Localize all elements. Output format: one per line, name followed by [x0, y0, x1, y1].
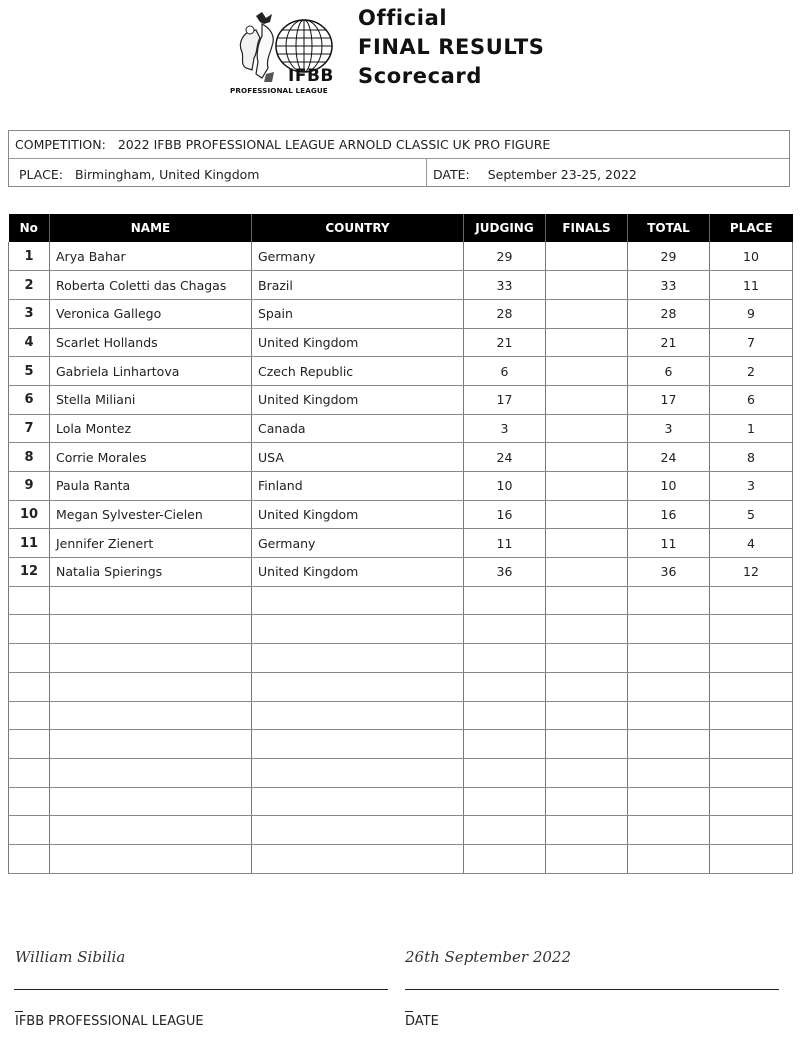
- cell-country: United Kingdom: [252, 558, 464, 587]
- cell-no: 10: [9, 500, 50, 529]
- cell-finals: [546, 443, 628, 472]
- cell-country: [252, 672, 464, 701]
- cell-finals: [546, 844, 628, 873]
- cell-name: Corrie Morales: [50, 443, 252, 472]
- cell-no: [9, 615, 50, 644]
- cell-place: 1: [710, 414, 793, 443]
- cell-finals: [546, 385, 628, 414]
- column-header-finals: FINALS: [546, 214, 628, 242]
- cell-no: [9, 672, 50, 701]
- date-signature-label: DATE: [405, 1014, 439, 1029]
- cell-judging: 24: [464, 443, 546, 472]
- cell-total: 24: [628, 443, 710, 472]
- cell-total: 11: [628, 529, 710, 558]
- cell-name: [50, 672, 252, 701]
- date-dash: [405, 1011, 413, 1012]
- competition-info-box: [8, 130, 790, 187]
- cell-name: [50, 644, 252, 673]
- cell-judging: 28: [464, 299, 546, 328]
- cell-total: [628, 586, 710, 615]
- cell-place: 7: [710, 328, 793, 357]
- cell-no: [9, 730, 50, 759]
- cell-total: [628, 701, 710, 730]
- cell-finals: [546, 558, 628, 587]
- cell-no: 4: [9, 328, 50, 357]
- cell-no: 5: [9, 357, 50, 386]
- cell-no: [9, 816, 50, 845]
- table-row: [9, 414, 793, 443]
- cell-name: Jennifer Zienert: [50, 529, 252, 558]
- title-line-1: Official: [358, 6, 448, 30]
- cell-finals: [546, 644, 628, 673]
- place-date-row: [9, 159, 789, 187]
- cell-total: [628, 672, 710, 701]
- cell-name: Lola Montez: [50, 414, 252, 443]
- logo-subtext: PROFESSIONAL LEAGUE: [230, 86, 328, 95]
- cell-country: [252, 701, 464, 730]
- date-line: [405, 989, 779, 990]
- empty-table-row: [9, 672, 793, 701]
- cell-no: [9, 701, 50, 730]
- cell-place: 2: [710, 357, 793, 386]
- cell-place: [710, 844, 793, 873]
- cell-judging: [464, 586, 546, 615]
- cell-name: [50, 701, 252, 730]
- official-signature: William Sibilia: [15, 948, 126, 966]
- cell-name: Arya Bahar: [50, 242, 252, 271]
- cell-judging: 3: [464, 414, 546, 443]
- table-row: [9, 299, 793, 328]
- place-cell: [9, 159, 427, 187]
- cell-total: [628, 844, 710, 873]
- table-row: [9, 443, 793, 472]
- cell-place: 10: [710, 242, 793, 271]
- title-line-2: FINAL RESULTS: [358, 35, 545, 59]
- table-header-row: [9, 214, 793, 242]
- cell-finals: [546, 414, 628, 443]
- table-row: [9, 328, 793, 357]
- column-header-name: NAME: [50, 214, 252, 242]
- column-header-total: TOTAL: [628, 214, 710, 242]
- results-table: [8, 214, 793, 874]
- signed-date: 26th September 2022: [405, 948, 572, 966]
- competition-row: [9, 131, 789, 159]
- cell-finals: [546, 787, 628, 816]
- cell-country: [252, 758, 464, 787]
- cell-place: [710, 701, 793, 730]
- cell-place: 8: [710, 443, 793, 472]
- cell-total: [628, 730, 710, 759]
- cell-judging: [464, 730, 546, 759]
- cell-name: [50, 844, 252, 873]
- column-header-place: PLACE: [710, 214, 793, 242]
- cell-no: [9, 586, 50, 615]
- empty-table-row: [9, 701, 793, 730]
- cell-name: [50, 730, 252, 759]
- cell-finals: [546, 357, 628, 386]
- cell-name: Natalia Spierings: [50, 558, 252, 587]
- date-value: September 23-25, 2022: [487, 167, 637, 182]
- cell-place: [710, 730, 793, 759]
- cell-finals: [546, 299, 628, 328]
- cell-judging: 29: [464, 242, 546, 271]
- cell-judging: [464, 787, 546, 816]
- cell-place: [710, 758, 793, 787]
- cell-finals: [546, 816, 628, 845]
- cell-country: Germany: [252, 529, 464, 558]
- cell-no: 2: [9, 271, 50, 300]
- cell-finals: [546, 328, 628, 357]
- cell-country: United Kingdom: [252, 328, 464, 357]
- cell-finals: [546, 730, 628, 759]
- table-row: [9, 271, 793, 300]
- cell-country: [252, 615, 464, 644]
- official-label: IFBB PROFESSIONAL LEAGUE: [15, 1014, 204, 1029]
- logo-ifbb-text: IFBB: [288, 66, 334, 86]
- cell-total: 36: [628, 558, 710, 587]
- cell-country: United Kingdom: [252, 385, 464, 414]
- cell-no: 9: [9, 472, 50, 501]
- cell-country: [252, 816, 464, 845]
- signature-line: [14, 989, 388, 990]
- cell-name: Stella Miliani: [50, 385, 252, 414]
- cell-finals: [546, 586, 628, 615]
- cell-place: [710, 672, 793, 701]
- cell-judging: 36: [464, 558, 546, 587]
- cell-place: 4: [710, 529, 793, 558]
- cell-finals: [546, 529, 628, 558]
- cell-finals: [546, 758, 628, 787]
- cell-total: 29: [628, 242, 710, 271]
- cell-total: [628, 787, 710, 816]
- results-body: [9, 242, 793, 873]
- cell-total: 10: [628, 472, 710, 501]
- cell-no: [9, 844, 50, 873]
- column-header-no: No: [9, 214, 50, 242]
- title-line-3: Scorecard: [358, 64, 483, 88]
- cell-place: 5: [710, 500, 793, 529]
- cell-finals: [546, 472, 628, 501]
- cell-country: [252, 844, 464, 873]
- cell-place: [710, 615, 793, 644]
- cell-judging: 11: [464, 529, 546, 558]
- cell-country: Finland: [252, 472, 464, 501]
- cell-judging: [464, 758, 546, 787]
- cell-finals: [546, 271, 628, 300]
- cell-total: [628, 758, 710, 787]
- column-header-country: COUNTRY: [252, 214, 464, 242]
- cell-total: 6: [628, 357, 710, 386]
- table-row: [9, 500, 793, 529]
- cell-place: 9: [710, 299, 793, 328]
- cell-total: [628, 615, 710, 644]
- empty-table-row: [9, 787, 793, 816]
- cell-name: Veronica Gallego: [50, 299, 252, 328]
- empty-table-row: [9, 816, 793, 845]
- cell-total: 21: [628, 328, 710, 357]
- cell-no: [9, 758, 50, 787]
- cell-place: [710, 586, 793, 615]
- cell-place: 11: [710, 271, 793, 300]
- cell-place: 3: [710, 472, 793, 501]
- cell-no: [9, 644, 50, 673]
- cell-place: 12: [710, 558, 793, 587]
- cell-name: Gabriela Linhartova: [50, 357, 252, 386]
- table-row: [9, 357, 793, 386]
- empty-table-row: [9, 730, 793, 759]
- column-header-judging: JUDGING: [464, 214, 546, 242]
- competition-value: 2022 IFBB PROFESSIONAL LEAGUE ARNOLD CLASSIC UK PRO FIGURE: [117, 137, 551, 152]
- cell-judging: [464, 644, 546, 673]
- cell-finals: [546, 672, 628, 701]
- cell-no: 3: [9, 299, 50, 328]
- signature-dash: [15, 1011, 23, 1012]
- cell-country: Czech Republic: [252, 357, 464, 386]
- cell-finals: [546, 500, 628, 529]
- cell-judging: 33: [464, 271, 546, 300]
- cell-no: 12: [9, 558, 50, 587]
- table-row: [9, 558, 793, 587]
- table-row: [9, 385, 793, 414]
- cell-country: USA: [252, 443, 464, 472]
- cell-name: Scarlet Hollands: [50, 328, 252, 357]
- ifbb-logo: [226, 8, 348, 96]
- scorecard-header: [226, 4, 586, 96]
- cell-judging: 6: [464, 357, 546, 386]
- cell-place: [710, 644, 793, 673]
- cell-country: [252, 787, 464, 816]
- cell-total: [628, 816, 710, 845]
- cell-name: Megan Sylvester-Cielen: [50, 500, 252, 529]
- competition-label: COMPETITION:: [15, 137, 106, 152]
- cell-total: 3: [628, 414, 710, 443]
- cell-no: 1: [9, 242, 50, 271]
- cell-judging: [464, 701, 546, 730]
- cell-name: [50, 758, 252, 787]
- cell-no: 6: [9, 385, 50, 414]
- cell-country: [252, 730, 464, 759]
- table-row: [9, 242, 793, 271]
- cell-country: [252, 644, 464, 673]
- table-row: [9, 472, 793, 501]
- empty-table-row: [9, 586, 793, 615]
- cell-judging: 10: [464, 472, 546, 501]
- empty-table-row: [9, 758, 793, 787]
- cell-total: [628, 644, 710, 673]
- cell-name: [50, 586, 252, 615]
- cell-total: 28: [628, 299, 710, 328]
- page-title: [358, 4, 545, 91]
- cell-judging: [464, 844, 546, 873]
- cell-no: 8: [9, 443, 50, 472]
- cell-no: 7: [9, 414, 50, 443]
- empty-table-row: [9, 615, 793, 644]
- date-cell: [427, 159, 637, 182]
- cell-country: Germany: [252, 242, 464, 271]
- cell-finals: [546, 242, 628, 271]
- cell-total: 17: [628, 385, 710, 414]
- date-label: DATE:: [433, 167, 470, 182]
- cell-total: 33: [628, 271, 710, 300]
- cell-judging: [464, 816, 546, 845]
- place-value: Birmingham, United Kingdom: [74, 167, 260, 182]
- cell-finals: [546, 615, 628, 644]
- cell-name: Paula Ranta: [50, 472, 252, 501]
- cell-name: [50, 787, 252, 816]
- empty-table-row: [9, 644, 793, 673]
- table-row: [9, 529, 793, 558]
- cell-judging: 17: [464, 385, 546, 414]
- cell-place: [710, 787, 793, 816]
- cell-total: 16: [628, 500, 710, 529]
- cell-country: [252, 586, 464, 615]
- cell-country: Spain: [252, 299, 464, 328]
- cell-country: Canada: [252, 414, 464, 443]
- empty-table-row: [9, 844, 793, 873]
- cell-place: [710, 816, 793, 845]
- cell-no: [9, 787, 50, 816]
- cell-judging: 16: [464, 500, 546, 529]
- cell-finals: [546, 701, 628, 730]
- cell-no: 11: [9, 529, 50, 558]
- cell-place: 6: [710, 385, 793, 414]
- place-label: PLACE:: [19, 167, 63, 182]
- cell-judging: 21: [464, 328, 546, 357]
- cell-country: United Kingdom: [252, 500, 464, 529]
- cell-name: [50, 615, 252, 644]
- cell-judging: [464, 672, 546, 701]
- cell-name: [50, 816, 252, 845]
- cell-name: Roberta Coletti das Chagas: [50, 271, 252, 300]
- cell-judging: [464, 615, 546, 644]
- cell-country: Brazil: [252, 271, 464, 300]
